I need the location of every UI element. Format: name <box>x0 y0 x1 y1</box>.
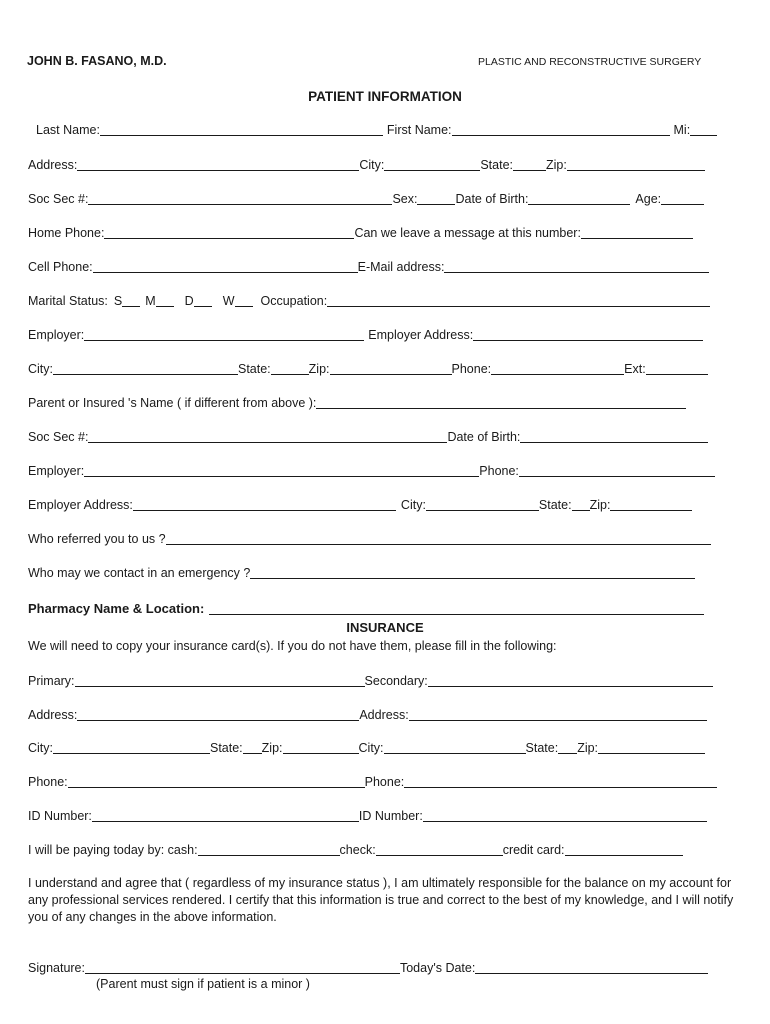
todays-date-label: Today's Date: <box>399 961 476 975</box>
mi-label: Mi: <box>673 123 691 137</box>
sex-label: Sex: <box>392 192 418 206</box>
primary-id-field[interactable] <box>92 810 359 822</box>
mi-field[interactable] <box>690 124 717 136</box>
employer-phone-field[interactable] <box>491 363 624 375</box>
primary-address-field[interactable] <box>77 709 359 721</box>
guarantor-state-field[interactable] <box>572 499 590 511</box>
dob-label: Date of Birth: <box>455 192 529 206</box>
secondary-id-label: ID Number: <box>358 809 423 823</box>
last-name-field[interactable] <box>100 124 383 136</box>
payment-cash-label: I will be paying today by: cash: <box>28 843 198 857</box>
soc-sec-label: Soc Sec #: <box>28 192 89 206</box>
primary-id-label: ID Number: <box>28 809 92 823</box>
cell-phone-row <box>28 258 709 274</box>
marital-m-label: M <box>145 294 156 308</box>
zip-label: Zip: <box>546 158 567 172</box>
payment-check-field[interactable] <box>376 844 503 856</box>
guarantor-employer-label: Employer: <box>28 464 85 478</box>
name-row <box>36 121 717 137</box>
agreement-text: I understand and agree that ( regardless of my insurance status ), I am ultimately responsible for the balance on my account for any professional services rendered. I certify that this information is true and correct to the best of my knowledge, and I will notify you of any changes in the above information. <box>28 876 734 924</box>
cell-phone-label: Cell Phone: <box>28 260 93 274</box>
pharmacy-field[interactable] <box>209 603 704 615</box>
referral-field[interactable] <box>166 533 711 545</box>
guarantor-employer-address-field[interactable] <box>133 499 396 511</box>
guarantor-address-row <box>28 496 692 512</box>
employer-label: Employer: <box>28 328 85 342</box>
guarantor-employer-field[interactable] <box>84 465 479 477</box>
marital-m-field[interactable] <box>156 295 174 307</box>
emergency-label: Who may we contact in an emergency ? <box>28 566 251 580</box>
employer-row <box>28 326 703 342</box>
payment-check-label: check: <box>339 843 376 857</box>
state-label: State: <box>480 158 514 172</box>
last-name-label: Last Name: <box>36 123 100 137</box>
employer-ext-label: Ext: <box>624 362 646 376</box>
marital-w-field[interactable] <box>235 295 253 307</box>
form-title: PATIENT INFORMATION <box>308 89 462 104</box>
payment-credit-card-label: credit card: <box>502 843 565 857</box>
secondary-address-field[interactable] <box>409 709 707 721</box>
age-field[interactable] <box>661 193 704 205</box>
state-field[interactable] <box>513 159 546 171</box>
marital-d-field[interactable] <box>194 295 212 307</box>
primary-city-field[interactable] <box>53 742 210 754</box>
home-phone-row <box>28 224 693 240</box>
address-row <box>28 156 705 172</box>
minor-note: (Parent must sign if patient is a minor ) <box>96 977 310 991</box>
secondary-label: Secondary: <box>364 674 428 688</box>
cell-phone-field[interactable] <box>93 261 358 273</box>
primary-address-label: Address: <box>28 708 78 722</box>
payment-row <box>28 841 683 857</box>
guarantor-zip-field[interactable] <box>610 499 692 511</box>
primary-state-field[interactable] <box>243 742 262 754</box>
guarantor-state-label: State: <box>538 498 572 512</box>
occupation-label: Occupation: <box>260 294 328 308</box>
insurance-phone-row <box>28 773 717 789</box>
employer-zip-field[interactable] <box>330 363 452 375</box>
guarantor-ssn-row <box>28 428 708 444</box>
guarantor-soc-sec-label: Soc Sec #: <box>28 430 89 444</box>
doctor-name: JOHN B. FASANO, M.D. <box>27 54 167 68</box>
guarantor-phone-label: Phone: <box>479 464 519 478</box>
insurance-title: INSURANCE <box>346 620 424 635</box>
address-label: Address: <box>28 158 78 172</box>
guarantor-name-row <box>28 394 686 410</box>
insurance-note: We will need to copy your insurance card(s). If you do not have them, please fill in the following: <box>28 639 557 653</box>
employer-ext-field[interactable] <box>646 363 708 375</box>
guarantor-phone-field[interactable] <box>519 465 715 477</box>
primary-city-label: City: <box>28 741 53 755</box>
secondary-zip-label: Zip: <box>577 741 599 755</box>
secondary-phone-label: Phone: <box>364 775 405 789</box>
first-name-label: First Name: <box>386 123 452 137</box>
primary-zip-label: Zip: <box>261 741 283 755</box>
secondary-zip-field[interactable] <box>598 742 705 754</box>
primary-field[interactable] <box>75 675 365 687</box>
city-label: City: <box>359 158 385 172</box>
leave-message-label: Can we leave a message at this number: <box>354 226 581 240</box>
address-field[interactable] <box>77 159 359 171</box>
payment-credit-card-field[interactable] <box>565 844 683 856</box>
guarantor-dob-label: Date of Birth: <box>447 430 521 444</box>
first-name-field[interactable] <box>452 124 670 136</box>
insurance-address-row <box>28 706 707 722</box>
soc-sec-field[interactable] <box>88 193 392 205</box>
leave-message-field[interactable] <box>581 227 693 239</box>
dob-field[interactable] <box>528 193 630 205</box>
guarantor-name-field[interactable] <box>316 397 686 409</box>
secondary-field[interactable] <box>428 675 713 687</box>
email-field[interactable] <box>444 261 709 273</box>
guarantor-zip-label: Zip: <box>589 498 611 512</box>
employer-state-field[interactable] <box>271 363 309 375</box>
zip-field[interactable] <box>567 159 705 171</box>
guarantor-city-field[interactable] <box>426 499 539 511</box>
emergency-field[interactable] <box>250 567 695 579</box>
guarantor-name-label: Parent or Insured 's Name ( if different from above ): <box>28 396 317 410</box>
secondary-state-label: State: <box>525 741 559 755</box>
secondary-city-label: City: <box>358 741 384 755</box>
primary-zip-field[interactable] <box>283 742 359 754</box>
secondary-address-label: Address: <box>359 708 409 722</box>
guarantor-employer-row <box>28 462 715 478</box>
home-phone-label: Home Phone: <box>28 226 105 240</box>
guarantor-soc-sec-field[interactable] <box>88 431 447 443</box>
employer-address-field[interactable] <box>473 329 703 341</box>
marital-status-label: Marital Status: <box>28 294 108 308</box>
occupation-field[interactable] <box>327 295 710 307</box>
secondary-city-field[interactable] <box>384 742 526 754</box>
secondary-state-field[interactable] <box>558 742 577 754</box>
primary-phone-field[interactable] <box>68 776 365 788</box>
city-field[interactable] <box>384 159 480 171</box>
primary-phone-label: Phone: <box>28 775 68 789</box>
age-label: Age: <box>635 192 662 206</box>
employer-city-row <box>28 360 708 376</box>
insurance-city-row <box>28 739 705 755</box>
emergency-row <box>28 564 695 580</box>
specialty-label: PLASTIC AND RECONSTRUCTIVE SURGERY <box>478 56 702 68</box>
sex-field[interactable] <box>417 193 455 205</box>
insurance-id-row <box>28 807 707 823</box>
ssn-row <box>28 190 704 206</box>
insurance-carrier-row <box>28 672 713 688</box>
employer-field[interactable] <box>84 329 364 341</box>
employer-phone-label: Phone: <box>451 362 492 376</box>
employer-city-field[interactable] <box>53 363 238 375</box>
employer-city-label: City: <box>28 362 53 376</box>
guarantor-dob-field[interactable] <box>520 431 708 443</box>
guarantor-city-label: City: <box>400 498 426 512</box>
signature-label: Signature: <box>28 961 85 975</box>
signature-row <box>28 959 708 975</box>
pharmacy-label: Pharmacy Name & Location: <box>28 601 205 616</box>
employer-address-label: Employer Address: <box>368 328 474 342</box>
employer-state-label: State: <box>238 362 271 376</box>
marital-s-field[interactable] <box>122 295 140 307</box>
referral-row <box>28 530 711 546</box>
primary-state-label: State: <box>210 741 243 755</box>
signature-field[interactable] <box>85 962 400 974</box>
primary-label: Primary: <box>28 674 75 688</box>
employer-zip-label: Zip: <box>308 362 330 376</box>
secondary-phone-field[interactable] <box>404 776 717 788</box>
todays-date-field[interactable] <box>475 962 708 974</box>
marital-d-label: D <box>184 294 194 308</box>
payment-cash-field[interactable] <box>198 844 340 856</box>
marital-w-label: W <box>222 294 235 308</box>
marital-s-label: S <box>113 294 123 308</box>
pharmacy-row <box>28 600 704 616</box>
referral-label: Who referred you to us ? <box>28 532 166 546</box>
marital-row <box>28 292 710 308</box>
email-label: E-Mail address: <box>357 260 445 274</box>
home-phone-field[interactable] <box>104 227 354 239</box>
secondary-id-field[interactable] <box>423 810 707 822</box>
guarantor-employer-address-label: Employer Address: <box>28 498 133 512</box>
